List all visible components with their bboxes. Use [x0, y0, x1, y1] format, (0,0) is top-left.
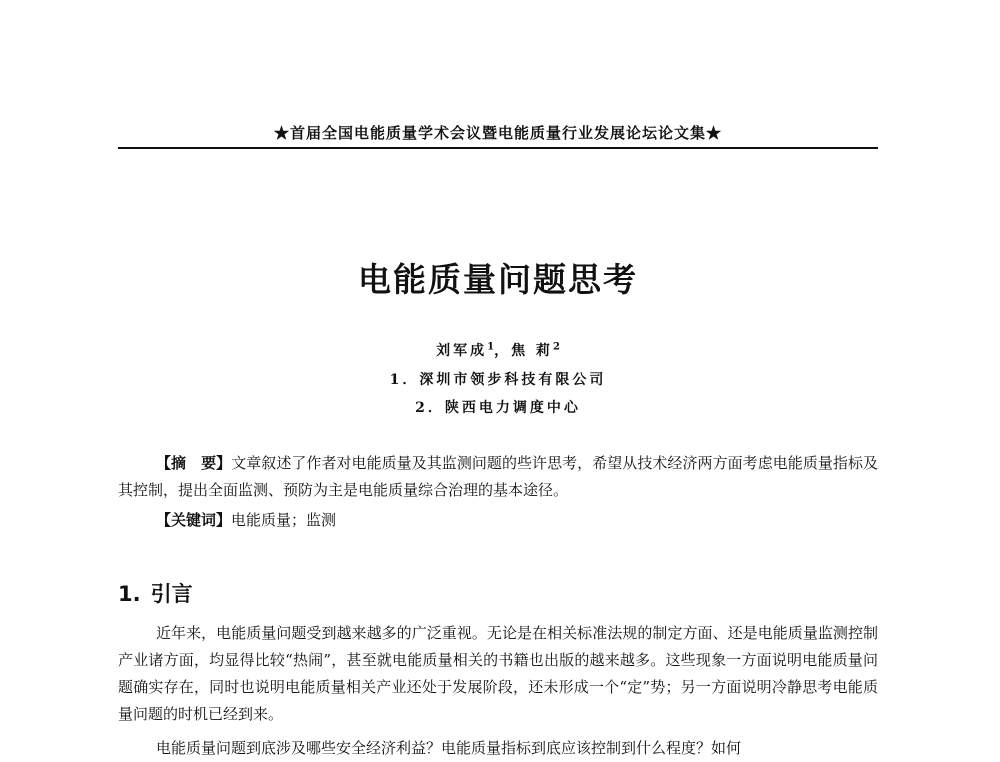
author-name: 刘军成 — [436, 343, 488, 359]
keywords-label: 【关键词】 — [156, 511, 232, 529]
affiliation: 2．陕西电力调度中心 — [415, 400, 581, 416]
abstract-label: 【摘 要】 — [156, 454, 232, 472]
header-rule — [118, 147, 878, 149]
abstract — [118, 450, 878, 504]
body-paragraph: 电能质量问题到底涉及哪些安全经济利益？电能质量指标到底应该控制到什么程度？如何 — [156, 739, 742, 757]
body-paragraph: 近年来，电能质量问题受到越来越多的广泛重视。无论是在相关标准法规的制定方面、还是电能质量监测控制产业诸方面，均显得比较“热闹”，甚至就电能质量相关的书籍也出版的越来越多。这些现象一方面说明电能质量问题确实存在，同时也说明电能质量相关产业还处于发展阶段，还未形成一个“定”势；另一方面说明冷静思考电能质量问题的时机已经到来。 — [118, 624, 878, 723]
affiliation-mark: 1 — [487, 341, 495, 353]
affiliation: 1．深圳市领步科技有限公司 — [389, 372, 607, 388]
abstract-text: 文章叙述了作者对电能质量及其监测问题的些许思考，希望从技术经济两方面考虑电能质量指标及其控制，提出全面监测、预防为主是电能质量综合治理的基本途径。 — [118, 454, 878, 499]
author-line — [118, 340, 878, 360]
section-number: 1. — [118, 582, 141, 606]
section-title: 引言 — [150, 582, 193, 606]
author-name: 焦 莉 — [511, 343, 553, 359]
affiliation-mark: 2 — [552, 341, 560, 353]
paper-title: 电能质量问题思考 — [358, 260, 638, 299]
keywords-text: 电能质量；监测 — [231, 511, 337, 529]
author-separator: ， — [494, 343, 512, 359]
keywords — [118, 507, 878, 534]
section-heading — [118, 578, 193, 608]
running-header: ★首届全国电能质量学术会议暨电能质量行业发展论坛论文集★ — [273, 124, 722, 142]
